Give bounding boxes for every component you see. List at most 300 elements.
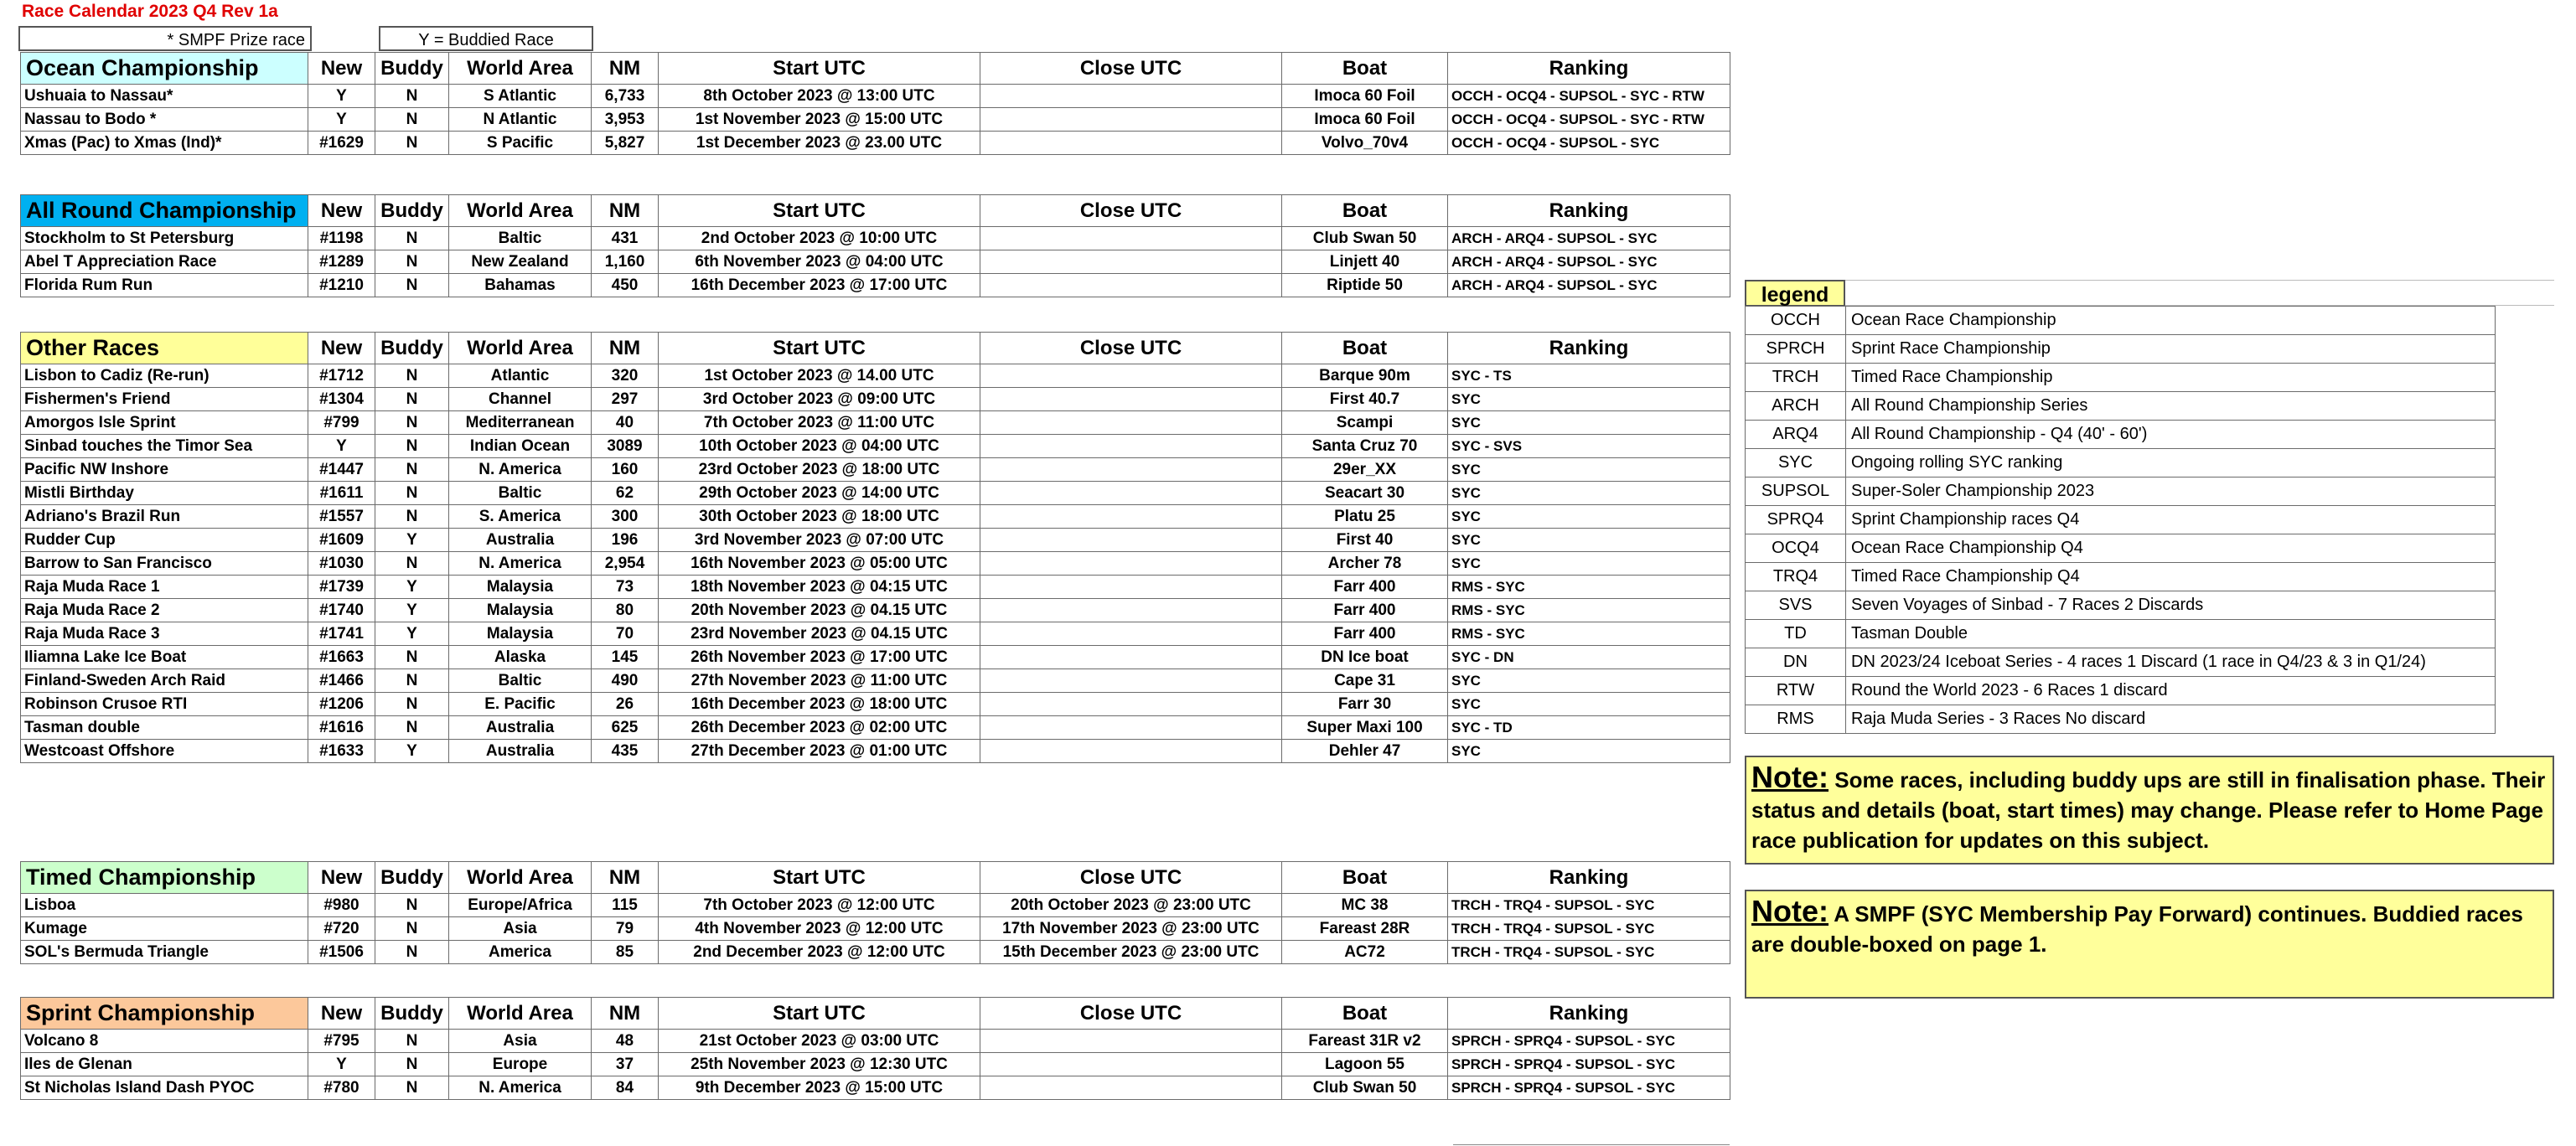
new-cell: #1289	[308, 250, 375, 274]
buddy-cell: N	[375, 1053, 449, 1076]
legend-description: Raja Muda Series - 3 Races No discard	[1846, 705, 2496, 734]
boat-cell: Farr 400	[1282, 599, 1448, 622]
new-cell: #795	[308, 1030, 375, 1053]
race-name: Mistli Birthday	[21, 482, 308, 505]
ranking-cell: SPRCH - SPRQ4 - SUPSOL - SYC	[1448, 1053, 1730, 1076]
table-row	[21, 716, 1730, 740]
boat-cell: Imoca 60 Foil	[1282, 85, 1448, 108]
table-row	[21, 108, 1730, 132]
ranking-cell: SPRCH - SPRQ4 - SUPSOL - SYC	[1448, 1076, 1730, 1100]
area-cell: N. America	[449, 458, 592, 482]
race-name: Pacific NW Inshore	[21, 458, 308, 482]
legend-code: ARQ4	[1746, 421, 1846, 449]
start-cell: 25th November 2023 @ 12:30 UTC	[659, 1053, 980, 1076]
prize-race-key: * SMPF Prize race	[18, 26, 312, 51]
new-cell: #1030	[308, 552, 375, 576]
new-cell: #980	[308, 894, 375, 917]
buddy-cell: N	[375, 505, 449, 529]
close-cell	[980, 458, 1282, 482]
close-cell	[980, 132, 1282, 155]
boat-cell: Lagoon 55	[1282, 1053, 1448, 1076]
race-name: Lisboa	[21, 894, 308, 917]
new-cell: #799	[308, 411, 375, 435]
start-cell: 23rd November 2023 @ 04.15 UTC	[659, 622, 980, 646]
new-cell: #1466	[308, 669, 375, 693]
start-cell: 23rd October 2023 @ 18:00 UTC	[659, 458, 980, 482]
buddy-cell: N	[375, 435, 449, 458]
new-cell: #720	[308, 917, 375, 941]
column-header: NM	[592, 195, 659, 227]
start-cell: 2nd October 2023 @ 10:00 UTC	[659, 227, 980, 250]
race-name: Raja Muda Race 1	[21, 576, 308, 599]
close-cell	[980, 599, 1282, 622]
boat-cell: AC72	[1282, 941, 1448, 964]
nm-cell: 1,160	[592, 250, 659, 274]
area-cell: S Atlantic	[449, 85, 592, 108]
boat-cell: 29er_XX	[1282, 458, 1448, 482]
column-header: World Area	[449, 195, 592, 227]
close-cell	[980, 85, 1282, 108]
column-header: NM	[592, 998, 659, 1030]
close-cell	[980, 716, 1282, 740]
start-cell: 10th October 2023 @ 04:00 UTC	[659, 435, 980, 458]
buddy-cell: N	[375, 411, 449, 435]
nm-cell: 3,953	[592, 108, 659, 132]
column-header: Buddy	[375, 333, 449, 364]
nm-cell: 160	[592, 458, 659, 482]
nm-cell: 40	[592, 411, 659, 435]
start-cell: 29th October 2023 @ 14:00 UTC	[659, 482, 980, 505]
area-cell: Asia	[449, 917, 592, 941]
legend-code: DN	[1746, 648, 1846, 677]
note-text: Some races, including buddy ups are still in finalisation phase. Their status and details (boat, start times) may change. Please refer to Home Page race publication for updates on this subject.	[1751, 767, 2546, 853]
column-header: New	[308, 333, 375, 364]
column-header: Ranking	[1448, 53, 1730, 85]
legend-description: Super-Soler Championship 2023	[1846, 478, 2496, 506]
new-cell: #1740	[308, 599, 375, 622]
nm-cell: 6,733	[592, 85, 659, 108]
boat-cell: Cape 31	[1282, 669, 1448, 693]
legend-code: TRCH	[1746, 364, 1846, 392]
nm-cell: 196	[592, 529, 659, 552]
table-row	[21, 552, 1730, 576]
new-cell: #1206	[308, 693, 375, 716]
race-name: Barrow to San Francisco	[21, 552, 308, 576]
start-cell: 26th December 2023 @ 02:00 UTC	[659, 716, 980, 740]
nm-cell: 85	[592, 941, 659, 964]
column-header: Close UTC	[980, 53, 1282, 85]
close-cell	[980, 693, 1282, 716]
start-cell: 26th November 2023 @ 17:00 UTC	[659, 646, 980, 669]
race-name: Abel T Appreciation Race	[21, 250, 308, 274]
table-header-row	[21, 862, 1730, 894]
legend-row	[1746, 307, 2496, 335]
ranking-cell: SYC - TS	[1448, 364, 1730, 388]
boat-cell: Club Swan 50	[1282, 227, 1448, 250]
buddy-cell: N	[375, 250, 449, 274]
column-header: Start UTC	[659, 862, 980, 894]
ranking-cell: SYC - DN	[1448, 646, 1730, 669]
buddy-cell: Y	[375, 529, 449, 552]
start-cell: 7th October 2023 @ 12:00 UTC	[659, 894, 980, 917]
column-header: Ranking	[1448, 195, 1730, 227]
table-row	[21, 1030, 1730, 1053]
race-name: Kumage	[21, 917, 308, 941]
boat-cell: Imoca 60 Foil	[1282, 108, 1448, 132]
table-row	[21, 411, 1730, 435]
section-title: Sprint Championship	[21, 998, 308, 1030]
note-label: Note:	[1751, 760, 1829, 794]
boat-cell: Super Maxi 100	[1282, 716, 1448, 740]
area-cell: S. America	[449, 505, 592, 529]
table-row	[21, 505, 1730, 529]
new-cell: #1633	[308, 740, 375, 763]
legend-description: All Round Championship - Q4 (40' - 60')	[1846, 421, 2496, 449]
table-row	[21, 1053, 1730, 1076]
legend-row	[1746, 449, 2496, 478]
new-cell: Y	[308, 1053, 375, 1076]
legend-description: Sprint Championship races Q4	[1846, 506, 2496, 534]
legend-code: OCQ4	[1746, 534, 1846, 563]
start-cell: 1st October 2023 @ 14.00 UTC	[659, 364, 980, 388]
table-timed	[20, 861, 1730, 964]
start-cell: 27th December 2023 @ 01:00 UTC	[659, 740, 980, 763]
page-title: Race Calendar 2023 Q4 Rev 1a	[22, 2, 278, 21]
legend-description: Timed Race Championship	[1846, 364, 2496, 392]
column-header: Close UTC	[980, 862, 1282, 894]
legend-row	[1746, 677, 2496, 705]
table-row	[21, 482, 1730, 505]
boat-cell: Santa Cruz 70	[1282, 435, 1448, 458]
nm-cell: 320	[592, 364, 659, 388]
close-cell	[980, 364, 1282, 388]
column-header: New	[308, 53, 375, 85]
table-row	[21, 576, 1730, 599]
nm-cell: 80	[592, 599, 659, 622]
column-header: World Area	[449, 53, 592, 85]
ranking-cell: SYC	[1448, 740, 1730, 763]
nm-cell: 625	[592, 716, 659, 740]
area-cell: Australia	[449, 716, 592, 740]
area-cell: Malaysia	[449, 622, 592, 646]
buddy-cell: N	[375, 941, 449, 964]
ranking-cell: OCCH - OCQ4 - SUPSOL - SYC - RTW	[1448, 108, 1730, 132]
table-row	[21, 132, 1730, 155]
legend-row	[1746, 506, 2496, 534]
table-sprint	[20, 997, 1730, 1100]
area-cell: Channel	[449, 388, 592, 411]
legend-code: TRQ4	[1746, 563, 1846, 591]
column-header: Ranking	[1448, 333, 1730, 364]
table-row	[21, 364, 1730, 388]
area-cell: Mediterranean	[449, 411, 592, 435]
table-row	[21, 740, 1730, 763]
legend-row	[1746, 364, 2496, 392]
race-name: Xmas (Pac) to Xmas (Ind)*	[21, 132, 308, 155]
nm-cell: 5,827	[592, 132, 659, 155]
race-name: Fishermen's Friend	[21, 388, 308, 411]
column-header: Boat	[1282, 53, 1448, 85]
new-cell: Y	[308, 108, 375, 132]
area-cell: America	[449, 941, 592, 964]
buddy-cell: N	[375, 108, 449, 132]
buddy-cell: N	[375, 1030, 449, 1053]
start-cell: 16th December 2023 @ 18:00 UTC	[659, 693, 980, 716]
nm-cell: 62	[592, 482, 659, 505]
area-cell: Alaska	[449, 646, 592, 669]
race-name: St Nicholas Island Dash PYOC	[21, 1076, 308, 1100]
boat-cell: First 40	[1282, 529, 1448, 552]
close-cell: 15th December 2023 @ 23:00 UTC	[980, 941, 1282, 964]
table-row	[21, 227, 1730, 250]
legend-code: SVS	[1746, 591, 1846, 620]
new-cell: #1609	[308, 529, 375, 552]
table-row	[21, 529, 1730, 552]
close-cell	[980, 529, 1282, 552]
race-name: Raja Muda Race 2	[21, 599, 308, 622]
area-cell: Baltic	[449, 482, 592, 505]
area-cell: Europe	[449, 1053, 592, 1076]
table-row	[21, 274, 1730, 297]
buddy-cell: N	[375, 669, 449, 693]
race-name: Florida Rum Run	[21, 274, 308, 297]
buddy-cell: N	[375, 364, 449, 388]
new-cell: #1198	[308, 227, 375, 250]
column-header: Start UTC	[659, 998, 980, 1030]
boat-cell: Riptide 50	[1282, 274, 1448, 297]
area-cell: Australia	[449, 740, 592, 763]
start-cell: 3rd October 2023 @ 09:00 UTC	[659, 388, 980, 411]
new-cell: #1506	[308, 941, 375, 964]
start-cell: 3rd November 2023 @ 07:00 UTC	[659, 529, 980, 552]
area-cell: Australia	[449, 529, 592, 552]
nm-cell: 70	[592, 622, 659, 646]
start-cell: 4th November 2023 @ 12:00 UTC	[659, 917, 980, 941]
column-header: Buddy	[375, 862, 449, 894]
section-title: All Round Championship	[21, 195, 308, 227]
start-cell: 8th October 2023 @ 13:00 UTC	[659, 85, 980, 108]
new-cell: #1739	[308, 576, 375, 599]
close-cell	[980, 552, 1282, 576]
start-cell: 16th November 2023 @ 05:00 UTC	[659, 552, 980, 576]
section-title: Other Races	[21, 333, 308, 364]
column-header: Buddy	[375, 998, 449, 1030]
legend-row	[1746, 478, 2496, 506]
close-cell	[980, 505, 1282, 529]
close-cell	[980, 1053, 1282, 1076]
nm-cell: 73	[592, 576, 659, 599]
buddy-cell: N	[375, 552, 449, 576]
buddy-cell: N	[375, 458, 449, 482]
note-finalisation	[1745, 756, 2554, 865]
table-row	[21, 646, 1730, 669]
close-cell	[980, 411, 1282, 435]
start-cell: 18th November 2023 @ 04:15 UTC	[659, 576, 980, 599]
nm-cell: 435	[592, 740, 659, 763]
legend-code: SPRCH	[1746, 335, 1846, 364]
buddy-cell: N	[375, 894, 449, 917]
new-cell: #1616	[308, 716, 375, 740]
legend-code: OCCH	[1746, 307, 1846, 335]
start-cell: 1st December 2023 @ 23.00 UTC	[659, 132, 980, 155]
buddy-cell: Y	[375, 576, 449, 599]
legend-code: ARCH	[1746, 392, 1846, 421]
close-cell	[980, 274, 1282, 297]
column-header: Boat	[1282, 998, 1448, 1030]
race-name: Nassau to Bodo *	[21, 108, 308, 132]
race-name: Adriano's Brazil Run	[21, 505, 308, 529]
legend-description: Ocean Race Championship Q4	[1846, 534, 2496, 563]
table-row	[21, 388, 1730, 411]
start-cell: 21st October 2023 @ 03:00 UTC	[659, 1030, 980, 1053]
column-header: World Area	[449, 998, 592, 1030]
race-name: Iliamna Lake Ice Boat	[21, 646, 308, 669]
ranking-cell: TRCH - TRQ4 - SUPSOL - SYC	[1448, 894, 1730, 917]
boat-cell: Volvo_70v4	[1282, 132, 1448, 155]
race-name: Iles de Glenan	[21, 1053, 308, 1076]
ranking-cell: ARCH - ARQ4 - SUPSOL - SYC	[1448, 227, 1730, 250]
legend-table	[1745, 306, 2496, 734]
table-header-row	[21, 998, 1730, 1030]
close-cell	[980, 388, 1282, 411]
table-header-row	[21, 333, 1730, 364]
new-cell: #1304	[308, 388, 375, 411]
buddy-cell: N	[375, 132, 449, 155]
boat-cell: DN Ice boat	[1282, 646, 1448, 669]
legend-description: Round the World 2023 - 6 Races 1 discard	[1846, 677, 2496, 705]
area-cell: Baltic	[449, 669, 592, 693]
buddy-cell: Y	[375, 599, 449, 622]
nm-cell: 450	[592, 274, 659, 297]
close-cell	[980, 622, 1282, 646]
area-cell: N Atlantic	[449, 108, 592, 132]
buddy-cell: N	[375, 274, 449, 297]
ranking-cell: RMS - SYC	[1448, 599, 1730, 622]
race-name: Stockholm to St Petersburg	[21, 227, 308, 250]
ranking-cell: SYC	[1448, 482, 1730, 505]
table-header-row	[21, 195, 1730, 227]
nm-cell: 300	[592, 505, 659, 529]
race-name: Ushuaia to Nassau*	[21, 85, 308, 108]
ranking-cell: SYC	[1448, 388, 1730, 411]
start-cell: 20th November 2023 @ 04.15 UTC	[659, 599, 980, 622]
buddy-cell: N	[375, 388, 449, 411]
table-row	[21, 941, 1730, 964]
column-header: Ranking	[1448, 998, 1730, 1030]
close-cell: 17th November 2023 @ 23:00 UTC	[980, 917, 1282, 941]
ranking-cell: OCCH - OCQ4 - SUPSOL - SYC	[1448, 132, 1730, 155]
boat-cell: Fareast 28R	[1282, 917, 1448, 941]
nm-cell: 26	[592, 693, 659, 716]
table-ocean	[20, 52, 1730, 155]
ranking-cell: SYC	[1448, 529, 1730, 552]
column-header: World Area	[449, 333, 592, 364]
race-name: Westcoast Offshore	[21, 740, 308, 763]
table-row	[21, 458, 1730, 482]
table-header-row	[21, 53, 1730, 85]
ranking-cell: SYC - TD	[1448, 716, 1730, 740]
nm-cell: 115	[592, 894, 659, 917]
new-cell: Y	[308, 85, 375, 108]
column-header: Start UTC	[659, 53, 980, 85]
area-cell: S Pacific	[449, 132, 592, 155]
boat-cell: MC 38	[1282, 894, 1448, 917]
new-cell: #1741	[308, 622, 375, 646]
nm-cell: 48	[592, 1030, 659, 1053]
note-smpf	[1745, 890, 2554, 999]
start-cell: 27th November 2023 @ 11:00 UTC	[659, 669, 980, 693]
new-cell: #1663	[308, 646, 375, 669]
area-cell: N. America	[449, 552, 592, 576]
column-header: Close UTC	[980, 998, 1282, 1030]
legend-row	[1746, 421, 2496, 449]
ranking-cell: SYC - SVS	[1448, 435, 1730, 458]
table-other	[20, 332, 1730, 763]
legend-code: SYC	[1746, 449, 1846, 478]
boat-cell: Archer 78	[1282, 552, 1448, 576]
column-header: Close UTC	[980, 333, 1282, 364]
bottom-rule	[1453, 1144, 1730, 1145]
legend-description: DN 2023/24 Iceboat Series - 4 races 1 Discard (1 race in Q4/23 & 3 in Q1/24)	[1846, 648, 2496, 677]
race-name: Finland-Sweden Arch Raid	[21, 669, 308, 693]
legend-description: Seven Voyages of Sinbad - 7 Races 2 Discards	[1846, 591, 2496, 620]
race-name: Sinbad touches the Timor Sea	[21, 435, 308, 458]
area-cell: Malaysia	[449, 599, 592, 622]
start-cell: 2nd December 2023 @ 12:00 UTC	[659, 941, 980, 964]
new-cell: #1447	[308, 458, 375, 482]
legend-description: Timed Race Championship Q4	[1846, 563, 2496, 591]
legend-description: Sprint Race Championship	[1846, 335, 2496, 364]
ranking-cell: RMS - SYC	[1448, 576, 1730, 599]
ranking-cell: OCCH - OCQ4 - SUPSOL - SYC - RTW	[1448, 85, 1730, 108]
ranking-cell: RMS - SYC	[1448, 622, 1730, 646]
table-row	[21, 622, 1730, 646]
buddy-cell: Y	[375, 622, 449, 646]
buddy-cell: N	[375, 917, 449, 941]
column-header: Boat	[1282, 195, 1448, 227]
column-header: Boat	[1282, 333, 1448, 364]
boat-cell: Farr 30	[1282, 693, 1448, 716]
buddy-cell: N	[375, 482, 449, 505]
ranking-cell: SPRCH - SPRQ4 - SUPSOL - SYC	[1448, 1030, 1730, 1053]
close-cell	[980, 576, 1282, 599]
column-header: Start UTC	[659, 333, 980, 364]
note-text: A SMPF (SYC Membership Pay Forward) continues. Buddied races are double-boxed on page 1.	[1751, 901, 2523, 957]
nm-cell: 145	[592, 646, 659, 669]
legend-description: Tasman Double	[1846, 620, 2496, 648]
table-row	[21, 85, 1730, 108]
new-cell: #1210	[308, 274, 375, 297]
close-cell	[980, 435, 1282, 458]
boat-cell: Club Swan 50	[1282, 1076, 1448, 1100]
column-header: NM	[592, 333, 659, 364]
table-row	[21, 435, 1730, 458]
column-header: Ranking	[1448, 862, 1730, 894]
boat-cell: Dehler 47	[1282, 740, 1448, 763]
close-cell: 20th October 2023 @ 23:00 UTC	[980, 894, 1282, 917]
column-header: New	[308, 998, 375, 1030]
note-label: Note:	[1751, 894, 1829, 928]
boat-cell: Farr 400	[1282, 576, 1448, 599]
table-row	[21, 917, 1730, 941]
close-cell	[980, 108, 1282, 132]
legend-row	[1746, 705, 2496, 734]
new-cell: #1712	[308, 364, 375, 388]
legend-code: SUPSOL	[1746, 478, 1846, 506]
boat-cell: First 40.7	[1282, 388, 1448, 411]
area-cell: E. Pacific	[449, 693, 592, 716]
close-cell	[980, 646, 1282, 669]
